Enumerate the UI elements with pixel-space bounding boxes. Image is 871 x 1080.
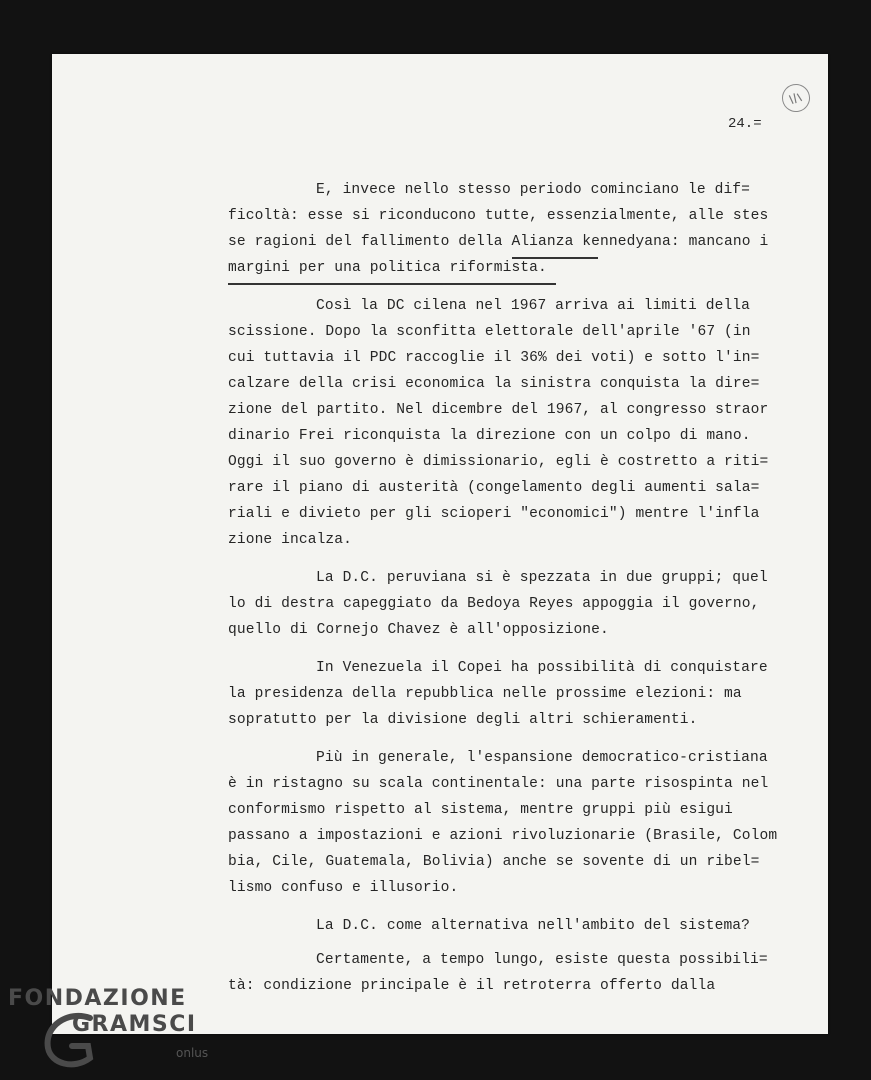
text-line: lo di destra capeggiato da Bedoya Reyes appoggia il governo, <box>228 596 760 612</box>
text-line: Oggi il suo governo è dimissionario, egli è costretto a riti= <box>228 454 769 470</box>
text-line: è in ristagno su scala continentale: una parte risospinta nel <box>228 776 769 792</box>
text-line: ficoltà: esse si riconducono tutte, essenzialmente, alle stes <box>228 208 769 224</box>
archive-stamp-icon <box>779 81 812 114</box>
text-line: Certamente, a tempo lungo, esiste questa possibili= <box>316 952 768 968</box>
text-line: conformismo rispetto al sistema, mentre gruppi più esigui <box>228 802 733 818</box>
text-line: tà: condizione principale è il retroterra offerto dalla <box>228 978 716 994</box>
text-line: La D.C. peruviana si è spezzata in due gruppi; quel <box>316 570 768 586</box>
logo-line-2: GRAMSCI <box>72 1012 197 1037</box>
typewritten-page <box>52 54 828 1034</box>
text-line: bia, Cile, Guatemala, Bolivia) anche se sovente di un ribel= <box>228 854 760 870</box>
text-line: rare il piano di austerità (congelamento degli aumenti sala= <box>228 480 760 496</box>
text-line: passano a impostazioni e azioni rivoluzionarie (Brasile, Colom <box>228 828 778 844</box>
text-line: zione incalza. <box>228 532 353 548</box>
text-line: margini per una politica riformista. <box>228 260 547 276</box>
hand-underline <box>512 257 598 259</box>
text-line: lismo confuso e illusorio. <box>228 880 459 896</box>
fondazione-gramsci-logo <box>8 986 228 1076</box>
text-line: calzare della crisi economica la sinistra conquista la dire= <box>228 376 760 392</box>
page-number: 24.= <box>728 116 762 132</box>
text-line: Così la DC cilena nel 1967 arriva ai limiti della <box>316 298 751 314</box>
text-line: sopratutto per la divisione degli altri schieramenti. <box>228 712 698 728</box>
text-line: la presidenza della repubblica nelle prossime elezioni: ma <box>228 686 742 702</box>
text-line: E, invece nello stesso periodo cominciano le dif= <box>316 182 751 198</box>
text-line: riali e divieto per gli scioperi "economici") mentre l'infla <box>228 506 760 522</box>
logo-line-1: FONDAZIONE <box>8 986 187 1011</box>
logo-onlus: onlus <box>176 1046 209 1060</box>
text-line: quello di Cornejo Chavez è all'opposizione. <box>228 622 609 638</box>
text-line: scissione. Dopo la sconfitta elettorale dell'aprile '67 (in <box>228 324 751 340</box>
text-line: La D.C. come alternativa nell'ambito del sistema? <box>316 918 751 934</box>
text-line: se ragioni del fallimento della Alianza kennedyana: mancano i <box>228 234 769 250</box>
hand-underline <box>228 283 556 285</box>
text-line: dinario Frei riconquista la direzione con un colpo di mano. <box>228 428 751 444</box>
text-line: In Venezuela il Copei ha possibilità di conquistare <box>316 660 768 676</box>
text-line: cui tuttavia il PDC raccoglie il 36% dei voti) e sotto l'in= <box>228 350 760 366</box>
text-line: Più in generale, l'espansione democratico-cristiana <box>316 750 768 766</box>
text-line: zione del partito. Nel dicembre del 1967, al congresso straor <box>228 402 769 418</box>
